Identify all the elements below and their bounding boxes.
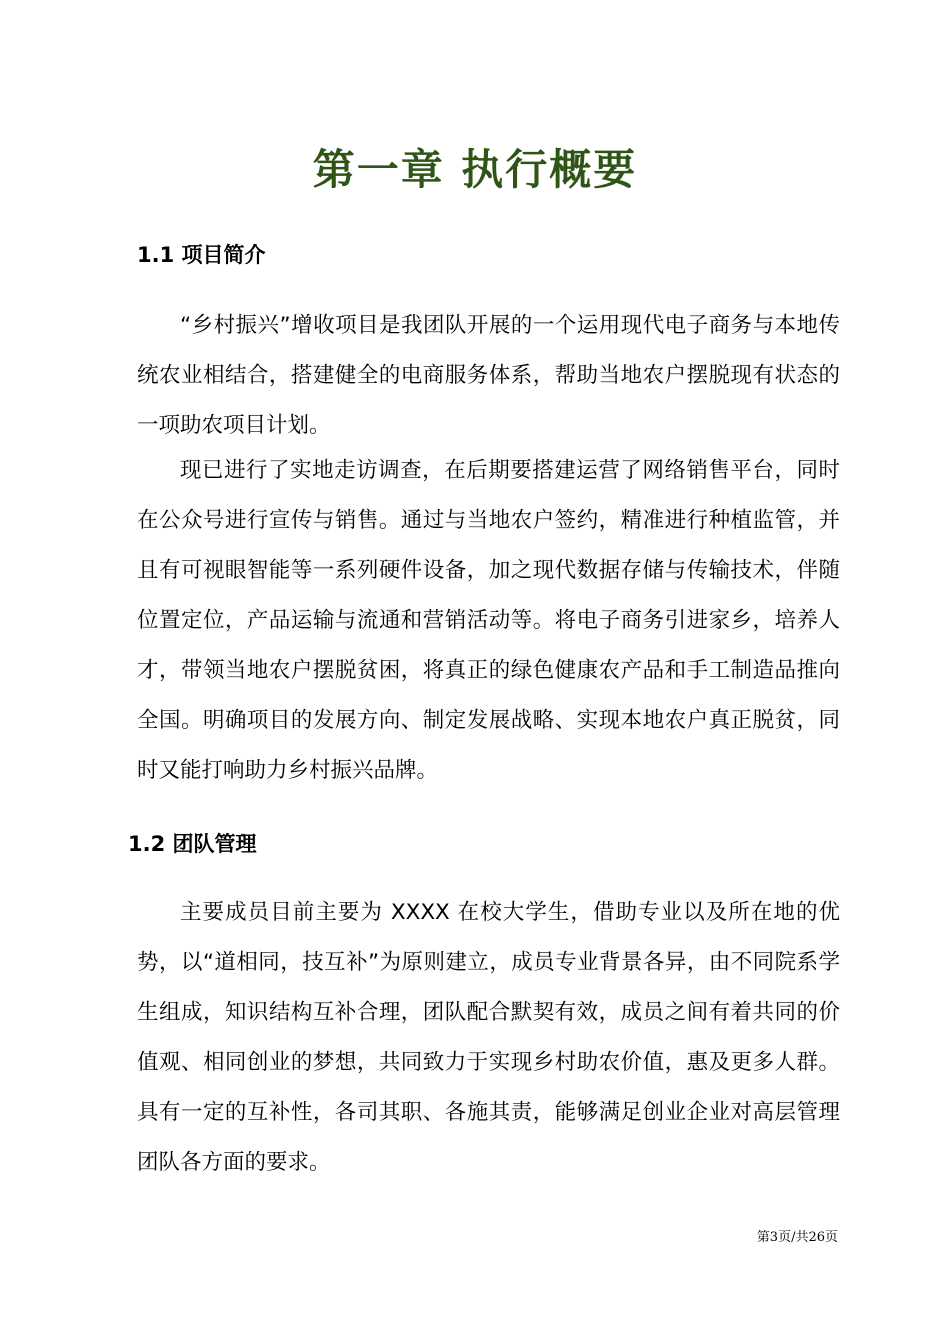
project-intro-paragraph-2: 现已进行了实地走访调查，在后期要搭建运营了网络销售平台，同时在公众号进行宣传与销售。通过与当地农户签约，精准进行种植监管，并且有可视眼智能等一系列硬件设备，加之现代数据存储与传输技术，伴随位置定位，产品运输与流通和营销活动等。将电子商务引进家乡，培养人才，带领当地农户摆脱贫困，将真正的绿色健康农产品和手工制造品推向全国。明确项目的发展方向、制定发展战略、实现本地农户真正脱贫，同时又能打响助力乡村振兴品牌。 [137, 458, 840, 783]
project-intro-paragraph-1: “乡村振兴”增收项目是我团队开展的一个运用现代电子商务与本地传统农业相结合，搭建健全的电商服务体系，帮助当地农户摆脱现有状态的一项助农项目计划。 [137, 313, 840, 438]
page-number: 第3页/共26页 [756, 1230, 838, 1245]
team-management-paragraph-1: 主要成员目前主要为 XXXX 在校大学生，借助专业以及所在地的优势，以“道相同，技互补”为原则建立，成员专业背景各异，由不同院系学生组成，知识结构互补合理，团队配合默契有效，成员之间有着共同的价值观、相同创业的梦想，共同致力于实现乡村助农价值，惠及更多人群。具有一定的互补性，各司其职、各施其责，能够满足创业企业对高层管理团队各方面的要求。 [137, 900, 840, 1175]
section-heading-project-intro: 1.1 项目简介 [137, 243, 266, 267]
section-heading-team-management: 1.2 团队管理 [128, 832, 257, 856]
chapter-title: 第一章 执行概要 [312, 145, 638, 194]
